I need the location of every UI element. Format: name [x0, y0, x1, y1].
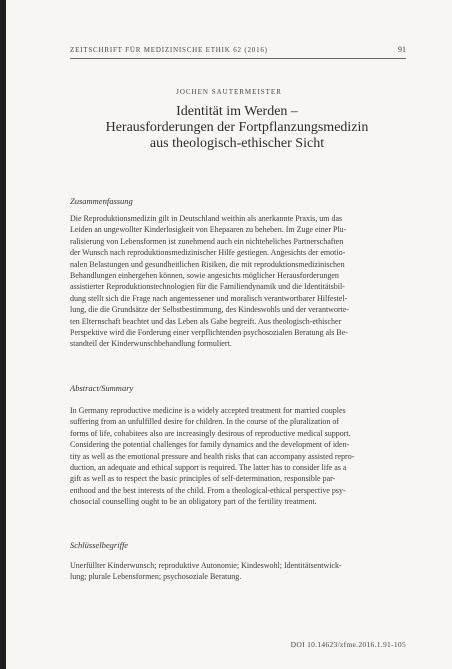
text-line: chosocial counselling ought to be an obligatory part of the fertility treatment.: [70, 497, 317, 507]
title-line: Identität im Werden –: [176, 104, 298, 119]
title-line: Herausforderungen der Fortpflanzungsmedizin: [105, 120, 369, 135]
author-name: JOCHEN SAUTERMEISTER: [176, 88, 282, 96]
title-line: aus theologisch-ethischer Sicht: [149, 136, 325, 151]
text-line: suffering from an unfulfilled desire for children. In the course of the pluralization of: [70, 417, 340, 427]
text-line: duction, an adequate and ethical support is required. The latter has to consider life as a: [70, 463, 347, 473]
text-line: enthood and the best interests of the child. From a theological-ethical perspective psy-: [70, 485, 346, 495]
text-line: dung stellt sich die Frage nach angemessener und moralisch verantwortbarer Hilfestel-: [70, 293, 348, 303]
text-line: ten Elternschaft beachtet und das Leben als Gabe begreift. Aus theologisch-ethischer: [70, 316, 342, 326]
page-number: 91: [398, 45, 406, 54]
text-line: Die Reproduktionsmedizin gilt in Deutschland weithin als anerkannte Praxis, um das: [70, 214, 343, 223]
journal-name: ZEITSCHRIFT FÜR MEDIZINISCHE ETHIK 62 (2016): [70, 46, 268, 54]
text-line: Perspektive wird die Forderung einer verpflichtenden psychosozialen Beratung als Be-: [70, 328, 348, 338]
text-line: der Wunsch nach reproduktionsmedizinischer Hilfe gestiegen. Angesichts der emotio-: [70, 248, 346, 258]
text-line: lung, die die Grundsätze der Selbstbestimmung, des Kindeswohls und der verantworte-: [70, 305, 350, 315]
text-line: Unerfüllter Kinderwunsch; reproduktive Autonomie; Kindeswohl; Identitätsentwick-: [70, 561, 342, 570]
article-title: [86, 104, 388, 152]
section-heading-abstract: Abstract/Summary: [70, 383, 134, 393]
keywords-text: [70, 560, 406, 583]
running-header: [70, 44, 406, 59]
text-line: assistierter Reproduktionstechnologien für die Familiendynamik und die Identitätsbil-: [70, 282, 345, 292]
german-summary-text: [70, 213, 406, 350]
doi-reference: DOI 10.14623/zfme.2016.1.91-105: [290, 640, 406, 649]
text-line: gift as well as to respect the basic principles of self-determination, responsible par-: [70, 474, 336, 484]
text-line: In Germany reproductive medicine is a widely accepted treatment for married couples: [70, 406, 346, 415]
text-line: nalen Belastungen und gesundheitlichen Risiken, die mit reproduktionsmedizinischen: [70, 259, 345, 269]
text-line: tity as well as the emotional pressure and health risks that can accompany assisted repro-: [70, 451, 355, 461]
text-line: Leiden an ungewollter Kinderlosigkeit von Ehepaaren zu beheben. Im Zuge einer Plu-: [70, 225, 347, 235]
section-heading-keywords: Schlüsselbegriffe: [70, 540, 129, 550]
text-line: lung; plurale Lebensformen; psychosoziale Beratung.: [70, 572, 242, 582]
section-heading-zusammenfassung: Zusammenfassung: [70, 196, 133, 206]
text-line: ralisierung von Lebensformen ist zunehmend auch ein nichteheliches Partnerschaften: [70, 236, 344, 246]
english-summary-text: [70, 405, 406, 508]
text-line: Behandlungen einhergehen können, sowie angesichts möglicher Herausforderungen: [70, 271, 339, 281]
text-line: Considering the potential challenges for family dynamics and the development of iden-: [70, 440, 350, 450]
text-line: forms of life, cohabitees also are increasingly desirous of reproductive medical support.: [70, 428, 351, 438]
text-line: standteil der Kinderwunschbehandlung formuliert.: [70, 339, 232, 349]
